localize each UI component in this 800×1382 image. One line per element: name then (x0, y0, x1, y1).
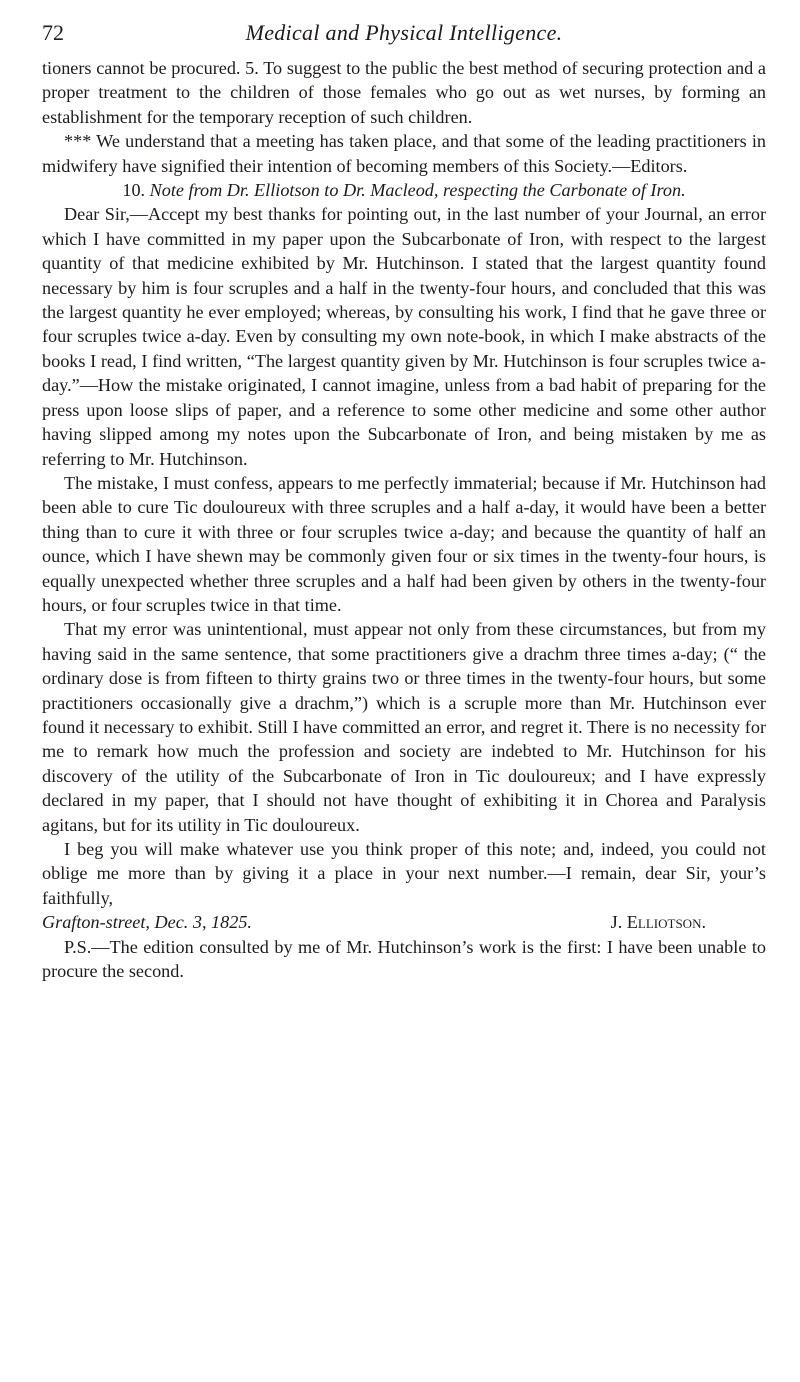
paragraph-continued: tioners cannot be procured. 5. To suggest to the public the best method of securing protection and a proper treatment to the children of those females who go out as wet nurses, by forming an establishment for the temporary reception of such children. (42, 58, 766, 127)
section-title: Note from Dr. Elliotson to Dr. Macleod, respecting the Carbonate of Iron. (149, 180, 686, 201)
section-number: 10. (122, 180, 146, 201)
letter-paragraph-3: That my error was unintentional, must appear not only from these circumstances, but from my having said in the same sentence, that some practitioners give a drachm three times a-day; (“ the ordinary dose is from fifteen to thirty grains two or three times in the twenty-four hours, but some practitioners occasionally give a drachm,”) which is a scruple more than Mr. Hutchinson ever found it necessary to exhibit. Still I have committed an error, and regret it. There is no necessity for me to remark how much the profession and society are indebted to Mr. Hutchinson for his discovery of the utility of the Subcarbonate of Iron in Tic douloureux; and I have expressly declared in my paper, that I should not have thought of exhibiting it in Chorea and Paralysis agitans, but for its utility in Tic douloureux. (42, 619, 766, 835)
letter-paragraph-4: I beg you will make whatever use you think proper of this note; and, indeed, you could not oblige me more than by giving it a place in your next number.—I remain, dear Sir, your’s faithfully, (42, 839, 766, 908)
article-body (42, 56, 766, 983)
running-title: Medical and Physical Intelligence. (245, 20, 563, 45)
signoff-place-date: Grafton-street, Dec. 3, 1825. (42, 912, 252, 933)
signoff (42, 910, 766, 934)
signoff-name: J. Elliotson. (610, 912, 706, 933)
letter-paragraph-1: Dear Sir,—Accept my best thanks for pointing out, in the last number of your Journal, an error which I have committed in my paper upon the Subcarbonate of Iron, with respect to the largest quantity of that medicine exhibited by Mr. Hutchinson. I stated that the largest quantity found necessary by him is four scruples and a half in the twenty-four hours, and concluded that this was the largest quantity he ever employed; whereas, by consulting his work, I find that he gave three or four scruples twice a-day. Even by consulting my own note-book, in which I make abstracts of the books I read, I find written, “The largest quantity given by Mr. Hutchinson is four scruples twice a-day.”—How the mistake originated, I cannot imagine, unless from a bad habit of preparing for the press upon loose slips of paper, and a reference to some other medicine and some other author having slipped among my notes upon the Subcarbonate of Iron, and being mistaken by me as referring to Mr. Hutchinson. (42, 204, 766, 469)
postscript: P.S.—The edition consulted by me of Mr. Hutchinson’s work is the first: I have been unable to procure the second. (42, 936, 766, 982)
letter-paragraph-2: The mistake, I must confess, appears to me perfectly immaterial; because if Mr. Hutchinson had been able to cure Tic douloureux with three scruples and a half a-day, it would have been a better thing than to cure it with three or four scruples twice a-day; and because the quantity of half an ounce, which I have shewn may be commonly given four or six times in the twenty-four hours, is equally unexpected whether three scruples and a half had been given by others in the twenty-four hours, or four scruples twice in that time. (42, 472, 766, 615)
running-header (42, 20, 766, 56)
editors-note: *** We understand that a meeting has taken place, and that some of the leading practitioners in midwifery have signified their intention of becoming members of this Society.—Editors. (42, 131, 766, 176)
section-heading (42, 178, 766, 202)
page-number: 72 (42, 20, 64, 45)
